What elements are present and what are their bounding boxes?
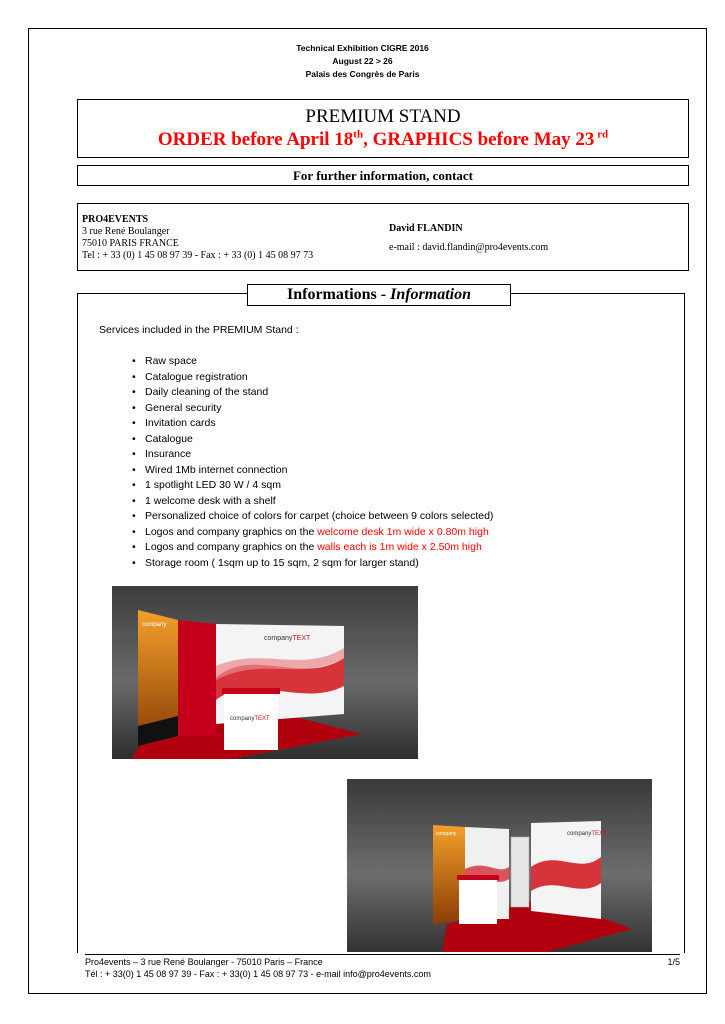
storage-door [511,837,529,907]
footer-contact: Tél : + 33(0) 1 45 08 97 39 - Fax : + 33(0) 1 45 08 97 73 - e-mail info@pro4events.com [85,969,431,979]
list-item [132,354,493,370]
bullet-icon: • [132,401,136,414]
information-title [247,284,511,306]
stand-render-image [347,779,652,952]
bullet-icon: • [132,355,136,367]
right-wall-logo: companyTEXT [567,831,607,837]
list-item [132,447,493,463]
footer-divider [85,954,680,955]
back-wall-logo: companyTEXT [264,635,311,642]
list-item-highlight: walls each is 1m wide x 2.50m high [317,541,482,553]
information-title-italic: Information [390,286,472,303]
organization-name: PRO4EVENTS [82,214,149,225]
order-deadline-sup: th [353,128,364,141]
list-item-text: Catalogue [145,432,193,445]
left-wall-logo: company [436,831,457,837]
list-item [132,370,493,386]
graphics-deadline-text: , GRAPHICS before May 23 [363,129,595,150]
contact-box [77,203,689,271]
list-item-text: Invitation cards [145,417,216,429]
page-footer [85,956,680,980]
bullet-icon: • [132,432,136,445]
bullet-icon: • [132,510,136,522]
organization-block [82,214,313,262]
list-item [132,432,493,448]
list-item-text: Storage room ( 1sqm up to 15 sqm, 2 sqm for larger stand) [145,556,419,569]
title-box [77,99,689,158]
organization-phone: Tel : + 33 (0) 1 45 08 97 39 - Fax : + 33 (0) 1 45 08 97 73 [82,250,314,261]
list-item-text: 1 welcome desk with a shelf [145,494,276,507]
list-item-text: Logos and company graphics on the [145,525,318,538]
graphics-deadline-sup: rd [594,128,609,141]
list-item-text: Raw space [145,355,197,367]
footer-address: Pro4events – 3 rue René Boulanger - 75010 Paris – France [85,957,323,967]
list-item-text: Insurance [145,448,192,460]
list-item [132,401,493,417]
list-item-highlight: welcome desk 1m wide x 0.80m high [317,525,489,538]
list-item [132,416,493,432]
exhibition-name: Technical Exhibition CIGRE 2016 [296,43,429,53]
bullet-icon: • [132,479,136,491]
list-item-text: Daily cleaning of the stand [145,386,269,398]
bullet-icon: • [132,417,136,429]
list-item [132,525,493,541]
bullet-icon: • [132,386,136,398]
exhibition-venue: Palais des Congrès de Paris [305,69,420,79]
bullet-icon: • [132,370,136,383]
list-item [132,463,493,479]
bullet-icon: • [132,556,136,569]
order-deadline [78,129,688,151]
exhibition-header [0,42,725,81]
list-item-text: Logos and company graphics on the [145,541,318,553]
page-number: 1/5 [667,957,680,967]
list-item [132,478,493,494]
bullet-icon: • [132,525,136,538]
left-wall-logo: company [142,622,167,628]
red-column [178,620,216,736]
list-item [132,556,493,572]
exhibition-dates: August 22 > 26 [332,56,393,66]
bullet-icon: • [132,448,136,460]
list-item-text: 1 spotlight LED 30 W / 4 sqm [145,479,281,491]
contact-person-name: David FLANDIN [389,223,463,234]
information-title-regular: Informations - [286,286,391,303]
services-list [132,354,493,571]
contact-person-block [389,223,548,254]
welcome-desk [459,880,497,924]
stand-render-image [112,586,418,759]
list-item-text: Wired 1Mb internet connection [145,463,288,476]
organization-street: 3 rue René Boulanger [82,226,170,237]
list-item [132,494,493,510]
welcome-desk-top [457,875,499,880]
welcome-desk-top [222,688,280,694]
list-item-text: Catalogue registration [145,370,248,383]
list-item [132,385,493,401]
contact-heading: For further information, contact [77,165,689,186]
page-title: PREMIUM STAND [305,106,461,127]
organization-city: 75010 PARIS FRANCE [82,238,179,249]
list-item [132,509,493,525]
services-intro: Services included in the PREMIUM Stand : [99,324,299,336]
bullet-icon: • [132,494,136,507]
list-item-text: Personalized choice of colors for carpet (choice between 9 colors selected) [145,510,494,522]
bullet-icon: • [132,541,136,553]
welcome-desk [224,694,278,750]
bullet-icon: • [132,463,136,476]
desk-logo: companyTEXT [230,716,270,722]
order-deadline-text: ORDER before April 18 [157,129,354,150]
contact-person-email[interactable]: e-mail : david.flandin@pro4events.com [389,242,549,253]
list-item-text: General security [145,401,222,414]
list-item [132,540,493,556]
